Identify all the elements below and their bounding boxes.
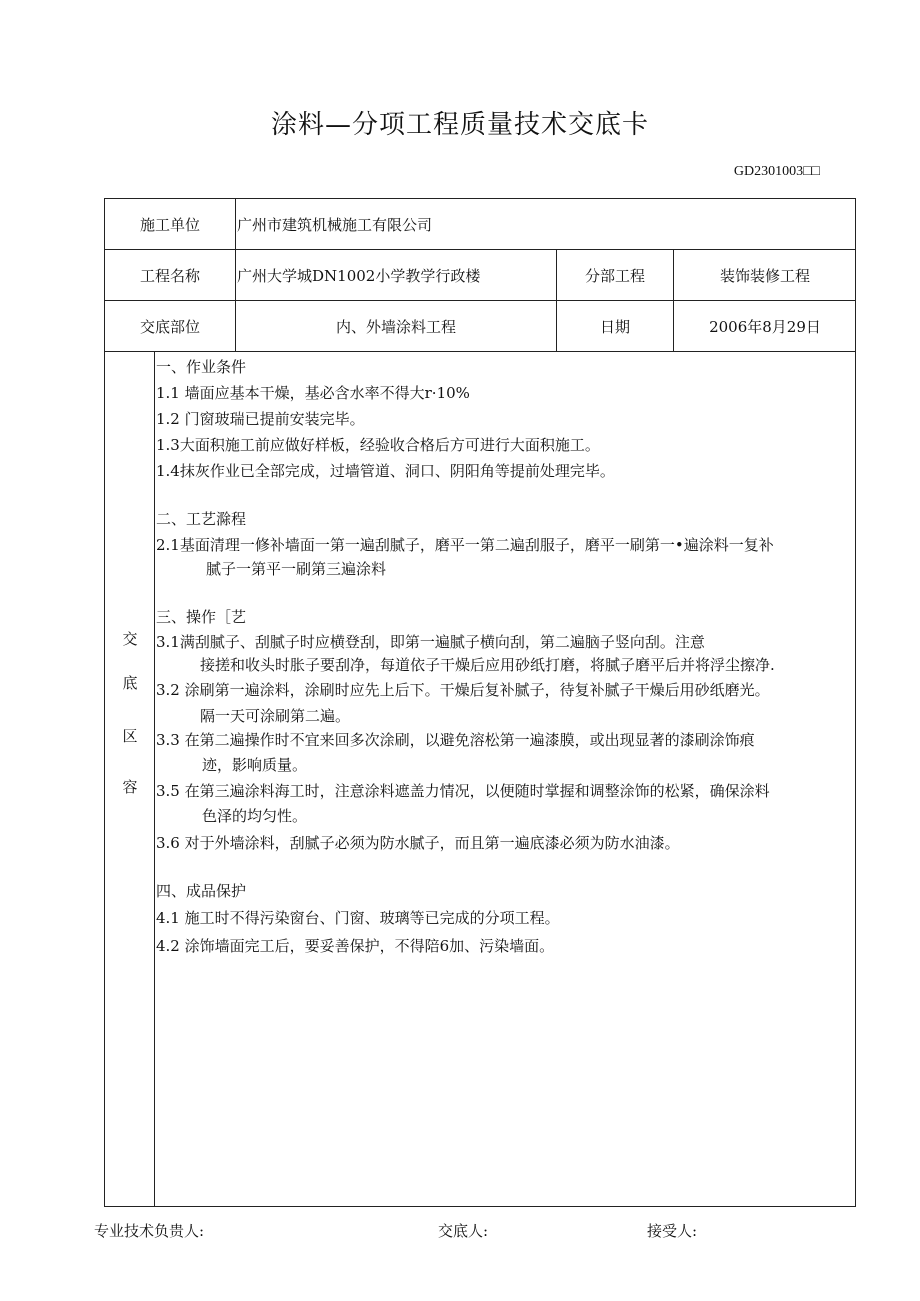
division-label: 分部工程 [584, 266, 645, 285]
content-line: 3.3 在第二遍操作时不宜来回多次涂刷，以避免溶松第一遍漆膜，或出现显著的漆刷涂饰痕 [156, 731, 755, 749]
section-heading: 一、作业条件 [156, 358, 247, 376]
row-divider [105, 351, 855, 352]
document-number: GD2301003□□ [733, 164, 820, 179]
content-line: 1.3大面积施工前应做好样板，经验收合格后方可进行大面积施工。 [156, 436, 600, 454]
project-name-label: 工程名称 [139, 266, 200, 285]
content-line: 接搓和收头时胀子要刮净，每道依子干燥后应用砂纸打磨，将腻子磨平后并将浮尘擦净. [200, 656, 775, 674]
side-label-char: 区 [122, 727, 138, 745]
section-heading: 二、工艺滁程 [156, 510, 247, 528]
content-line: 4.1 施工时不得污染窗台、门窗、玻璃等已完成的分项工程。 [156, 909, 560, 927]
date-label: 日期 [599, 317, 630, 336]
page-title: 涂料—分项工程质量技术交底卡 [270, 110, 649, 140]
content-line: 1.2 门窗玻瑞已提前安装完毕。 [156, 410, 365, 428]
content-line: 迹，影响质量。 [202, 756, 308, 774]
content-line: 色泽的均匀性。 [202, 807, 308, 825]
handover-part-label: 交底部位 [139, 317, 200, 336]
content-line: 3.5 在第三遍涂料海工时，注意涂料遮盖力情况，以便随时掌握和调整涂饰的松紧，确保涂料 [156, 782, 770, 800]
content-line: 腻子一第平一刷第三遍涂料 [206, 560, 387, 578]
content-line: 2.1基面清理一修补墙面一第一遍刮腻子，磨平一第二遍刮服子，磨平一刷第一•遍涂料一复补 [156, 536, 774, 554]
content-line: 4.2 涂饰墙面完工后，要妥善保护，不得陪6加、污染墙面。 [156, 937, 555, 955]
receiver-signature-label: 接受人: [647, 1222, 698, 1240]
date-value: 2006年8月29日 [709, 317, 821, 336]
content-line: 1.4抹灰作业已全部完成，过墙管道、洞口、阴阳角等提前处理完毕。 [156, 462, 615, 480]
side-label-char: 底 [122, 674, 138, 692]
handover-content-side-label [105, 352, 155, 1207]
division-value: 装饰装修工程 [719, 266, 810, 285]
content-line: 3.2 涂刷第一遍涂料，涂刷时应先上后下。干燥后复补腻子，待复补腻子干燥后用砂纸磨光。 [156, 681, 770, 699]
handover-by-signature-label: 交底人: [438, 1222, 489, 1240]
handover-part-value: 内、外墙涂料工程 [335, 317, 456, 336]
section-heading: 四、成品保护 [156, 882, 247, 900]
side-label-char: 容 [122, 778, 138, 796]
content-line: 1.1 墙面应基本干燥，基必含水率不得大r·10% [156, 384, 470, 402]
side-label-char: 交 [122, 630, 138, 648]
construction-unit-value: 广州市建筑机械施工有限公司 [237, 215, 433, 234]
content-line: 3.1满刮腻子、刮腻子时应横登刮，即第一遍腻子横向刮，第二遍脑子竖向刮。注意 [156, 633, 705, 651]
construction-unit-label: 施工单位 [139, 215, 200, 234]
tech-lead-signature-label: 专业技术负贵人: [94, 1222, 205, 1240]
handover-table [104, 198, 856, 1207]
content-line: 隔一天可涂刷第二遍。 [200, 707, 351, 725]
content-line: 3.6 对于外墙涂料，刮腻子必须为防水腻子，而且第一遍底漆必须为防水油漆。 [156, 834, 680, 852]
project-name-value: 广州大学城DN1002小学教学行政楼 [237, 266, 481, 285]
section-heading: 三、操作［艺 [156, 608, 247, 626]
